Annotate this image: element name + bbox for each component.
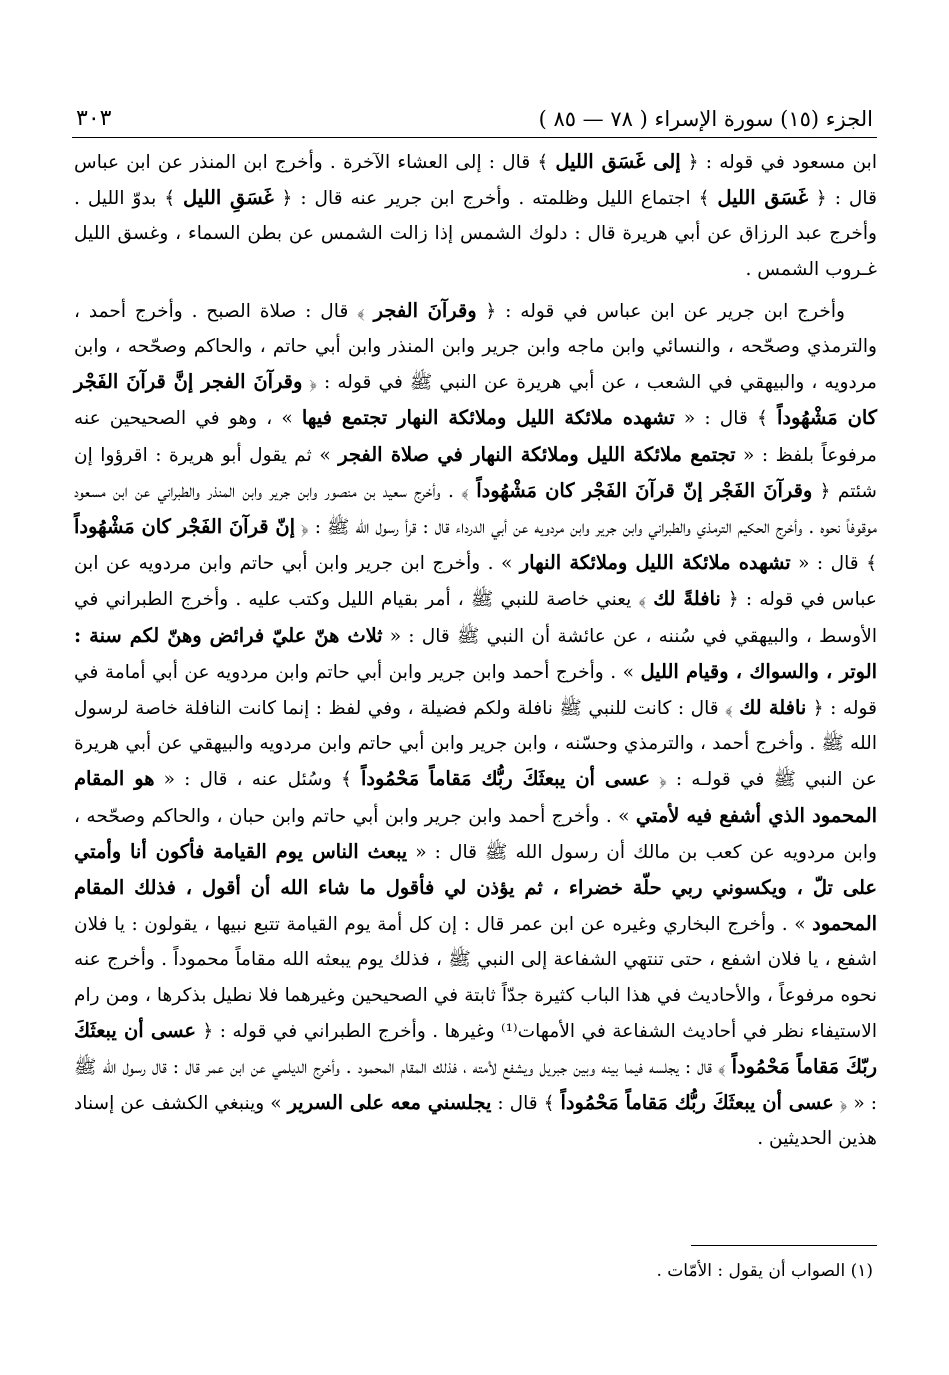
text-run: » . وأخرج أحمد وابن جرير وابن أبي حاتم وابن حبان ، والحاكم وصحّحه ، وابن مردويه عن كعب بن مالك أن رسول الله ﷺ قال : « (74, 805, 877, 863)
text-run: » ، وهو في الصحيحين عنه مرفوعاً بلفظ : « (74, 408, 878, 466)
emphasized-text: تجتمع ملائكة الليل وملائكة النهار في صلاة الفجر (338, 442, 736, 466)
text-run: ﴾ يعني خاصة للنبي ﷺ ، أمر بقيام الليل وكتب عليه . وأخرج الطبراني في الأوسط ، والبيهقي في سُننه ، عن عائشة أن النبي ﷺ قال : « (74, 589, 877, 647)
text-run: ﴾ بدوّ الليل . وأخرج عبد الرزاق عن أبي هريرة قال : دلوك الشمس إذا زالت الشمس عن بطن السماء ، وغسق الليل غـروب الشمس . (74, 188, 877, 280)
text-run: » . وأخرج البخاري وغيره عن ابن عمر قال : إن كل أمة يوم القيامة تتبع نبيها ، يقولون : يا فلان اشفع ، يا فلان اشفع ، حتى تنتهي الشفاعة إلى النبي ﷺ ، فذلك يوم يبعثه الله مقاماً محموداً . وأخرج عنه نحوه مرفوعاً ، والأحاديث في هذا الباب كثيرة جدّاً ثابتة في الصحيحين وغيرهما فلا نطيل بذكرها ، ومن رام الاستيفاء نظر في أحاديث الشفاعة في الأمهات⁽¹⁾ وغيرها . وأخرج الطبراني في قوله : ﴿ (74, 914, 877, 1042)
text-run: ﴾ قال : يجلسه فيما بينه وبين جبريل ويشفع لأمته ، فذلك المقام المحمود . وأخرج الديلمي عن ابن عمر قال : قال رسول الله ﷺ : « ﴿ (74, 1057, 877, 1115)
emphasized-text: عسى أن يبعثَكَ ربّكَ مَقاماً مَحْمُوداً (74, 1018, 878, 1079)
text-run: ﴾ قال : « (790, 553, 877, 575)
text-run: ﴾ قال : صلاة الصبح . وأخرج أحمد ، والترمذي وصحّحه ، والنسائي وابن ماجه وابن جرير وابن المنذر وابن أبي حاتم ، والحاكم وصحّحه ، وابن مردويه ، والبيهقي في الشعب ، عن أبي هريرة عن النبي ﷺ في قوله : ﴿ (74, 300, 877, 394)
paragraph (74, 293, 877, 1157)
emphasized-text: نافلة لك (739, 696, 807, 720)
main-text (74, 144, 877, 1157)
page-number: ٣٠٣ (76, 106, 112, 131)
emphasized-text: غَسَقِ الليل (183, 186, 274, 210)
text-run: » وينبغي الكشف عن إسناد هذين الحديثين . (74, 1093, 877, 1150)
emphasized-text: وقرآنَ الفجر إنَّ قرآنَ الفَجْر كان مَشْهُوداً (74, 370, 877, 430)
emphasized-text: وقرآنَ الفجر (373, 298, 477, 322)
emphasized-text: يبعث الناس يوم القيامة فأكون أنا وأمتي على تلّ ، ويكسوني ربي حلّة خضراء ، ثم يؤذن لي فأقول ما شاء الله أن أقول ، فذلك المقام المحمود (74, 839, 877, 936)
text-run: ابن مسعود في قوله : ﴿ (680, 152, 877, 173)
text-run: » . وأخرج أحمد وابن جرير وابن أبي حاتم وابن مردويه عن أبي أمامة في قوله : ﴿ (74, 661, 877, 720)
emphasized-text: غَسَق الليل (717, 186, 809, 210)
footnote-divider (691, 1245, 877, 1246)
emphasized-text: ثلاث هنّ عليّ فرائض وهنّ لكم سنة : الوتر ، والسواك ، وقيام الليل (74, 623, 877, 683)
paragraph (74, 144, 877, 287)
text-run: وأخرج ابن جرير عن ابن عباس في قوله : ﴿ (476, 300, 845, 322)
text-run: » . وأخرج ابن جرير وابن أبي حاتم وابن مردويه عن ابن عباس في قوله : ﴿ (74, 553, 877, 611)
footnote: (١) الصواب أن يقول : الأمّات . (656, 1261, 873, 1281)
header-divider (72, 137, 877, 138)
header-title: الجزء (١٥) سورة الإسراء ( ٧٨ — ٨٥ ) (538, 107, 873, 131)
text-run: ﴾ قال : (491, 1093, 561, 1115)
emphasized-text: يجلسني معه على السرير (287, 1091, 492, 1115)
text-run: ﴾ قال : إلى العشاء الآخرة . وأخرج ابن المنذر عن ابن عباس قال : ﴿ (74, 152, 877, 210)
emphasized-text: إلى غَسَق الليل (555, 150, 681, 173)
emphasized-text: إنّ قرآنَ الفَجْر كان مَشْهُوداً (74, 515, 296, 539)
text-run: ﴾ . وأخرج سعيد بن منصور وابن جرير وابن المنذر والطبراني عن ابن مسعود موقوفاً نحوه . وأخرج الحكيم الترمذي والطبراني وابن جرير وابن مردويه عن أبي الدرداء قال : قرأ رسول الله ﷺ : ﴿ (74, 480, 877, 539)
running-header (76, 95, 873, 131)
emphasized-text: عسى أن يبعثَكَ ربُّك مَقاماً مَحْمُوداً (361, 767, 650, 791)
emphasized-text: وقرآنَ الفَجْر إنّ قرآنَ الفَجْر كان مَشْهُوداً (476, 478, 813, 502)
text-run: ﴾ اجتماع الليل وظلمته . وأخرج ابن جرير عنه قال : ﴿ (273, 188, 718, 210)
emphasized-text: هو المقام المحمود الذي أشفع فيه لأمتي (74, 767, 877, 827)
emphasized-text: نافلةً لك (653, 587, 721, 611)
text-run: ﴾ قال : « (674, 408, 777, 430)
emphasized-text: تشهده ملائكة الليل وملائكة النهار (519, 551, 791, 575)
emphasized-text: تشهده ملائكة الليل وملائكة النهار تجتمع فيها (301, 406, 675, 430)
text-run: » ثم يقول أبو هريرة : اقرؤوا إن شئتم ﴿ (74, 444, 877, 502)
text-run: ﴾ وسُئل عنه ، قال : « (154, 769, 361, 791)
text-run: ﴾ قال : كانت للنبي ﷺ نافلة ولكم فضيلة ، وفي لفظ : إنما كانت النافلة خاصة لرسول الله ﷺ . وأخرج أحمد ، والترمذي وحسّنه ، وابن جرير وابن أبي حاتم وابن مردويه والبيهقي عن أبي هريرة عن النبي ﷺ في قولـه : ﴿ (74, 698, 877, 791)
emphasized-text: عسى أن يبعثَكَ ربُّك مَقاماً مَحْمُوداً (560, 1091, 834, 1115)
